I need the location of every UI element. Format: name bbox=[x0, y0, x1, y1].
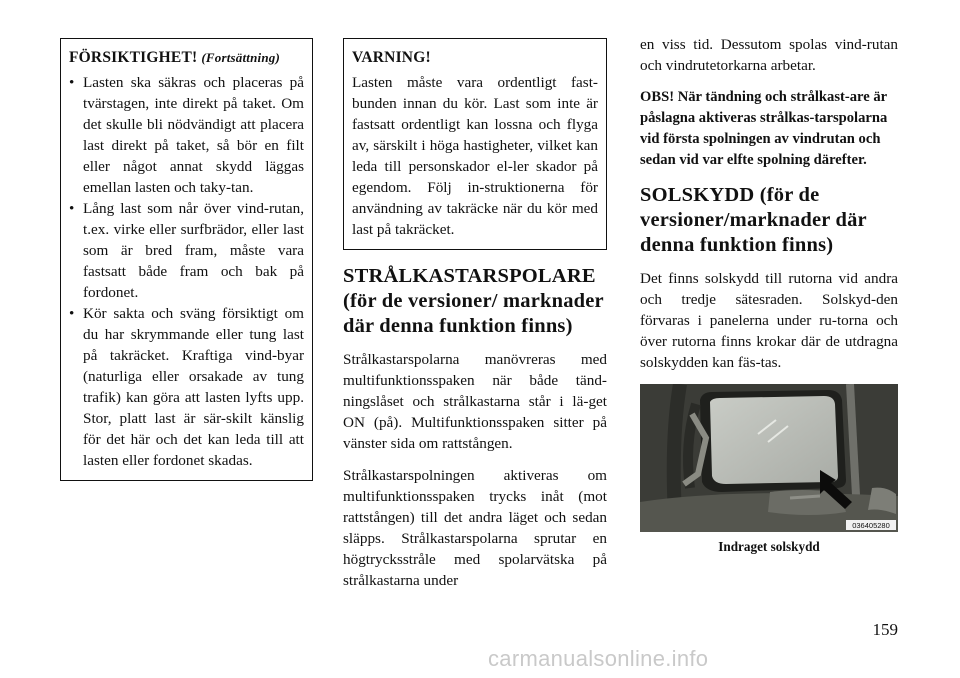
continuation-text: en viss tid. Dessutom spolas vind-rutan och vindrutetorkarna arbetar. bbox=[640, 36, 898, 74]
warning-title: VARNING! bbox=[352, 49, 431, 66]
caution-box bbox=[60, 38, 313, 481]
right-column bbox=[640, 34, 898, 557]
warning-box bbox=[343, 38, 607, 250]
warning-body: Lasten måste vara ordentligt fast-bunden innan du kör. Last som inte är fastsatt ordentligt kan lossna och flyga av, särskilt i höga hastigheter, vilket kan leda till personskador el-ler skador på egendom. Följ in-struktionerna för användning av takräcke när du kör med last på takräcket. bbox=[352, 74, 598, 238]
caution-continued: (Fortsättning) bbox=[201, 50, 281, 65]
sunshade-heading bbox=[640, 183, 898, 258]
caution-bullet-3: • Kör sakta och sväng försiktigt om du har skrymmande eller tung last på takräcket. Kraftiga vind-byar (naturliga eller orsakade av tung trafik) kan göra att lasten lyfts upp. Stor, platt last är sär-skilt känslig för det här och det kan leda till att lasten eller fordonet skadas. bbox=[69, 303, 304, 471]
caution-list bbox=[69, 72, 304, 471]
photo-caption: Indraget solskydd bbox=[718, 539, 820, 554]
sunshade-photo bbox=[640, 384, 898, 532]
note-obs: OBS! När tändning och strålkast-are är påslagna aktiveras strålkas-tarspolarna vid första spolningen av vindrutan och sedan vid var elfte spolning därefter. bbox=[640, 89, 888, 168]
sunshade-text: Det finns solskydd till rutorna vid andra och tredje sätesraden. Solskyd-den förvaras i panelerna under ru-torna och över rutorna finns krokar där de utdragna solskydden kan fäs-tas. bbox=[640, 270, 898, 371]
image-code-label: 036405280 bbox=[852, 521, 890, 530]
sunshade-heading-main: SOLSKYDD bbox=[640, 184, 755, 206]
headlamp-paragraph-2: Strålkastarspolningen aktiveras om multifunktionsspaken trycks inåt (mot rattstången) till det andra läget och sedan släpps. Strålkastarspolarna sprutar en högtrycksstråle med spolarvätska på strålkastarna under bbox=[343, 467, 607, 589]
page-number: 159 bbox=[872, 620, 898, 639]
headlamp-heading-sub: (för de versioner/ marknader där denna funktion finns) bbox=[343, 290, 604, 337]
caution-title bbox=[69, 47, 304, 68]
headlamp-heading-main: STRÅLKASTARSPOLARE bbox=[343, 265, 596, 287]
sunshade-heading-sub: (för de versioner/marknader där denna funktion finns) bbox=[640, 184, 867, 256]
caution-bullet-1: • Lasten ska säkras och placeras på tvärstagen, inte direkt på taket. Om det skulle bli nödvändigt att placera last direkt på taket, så bör en filt eller något annat skydd läggas emellan lasten och taky-tan. bbox=[69, 72, 304, 198]
middle-column bbox=[343, 38, 607, 602]
sunshade-illustration bbox=[640, 384, 898, 532]
caution-title-text: FÖRSIKTIGHET! bbox=[69, 49, 198, 66]
headlamp-washers-heading bbox=[343, 264, 607, 339]
watermark: carmanualsonline.info bbox=[488, 646, 709, 671]
left-column bbox=[60, 38, 313, 481]
caution-bullet-2: • Lång last som når över vind-rutan, t.ex. virke eller surfbrädor, eller last som är bred fram, måste vara fastsatt både fram och bak på fordonet. bbox=[69, 198, 304, 303]
headlamp-paragraph-1: Strålkastarspolarna manövreras med multifunktionsspaken när både tänd-ningslåset och strålkastarna står i lä-get ON (på). Multifunktionsspaken sitter på vänster sida om rattstången. bbox=[343, 351, 607, 452]
